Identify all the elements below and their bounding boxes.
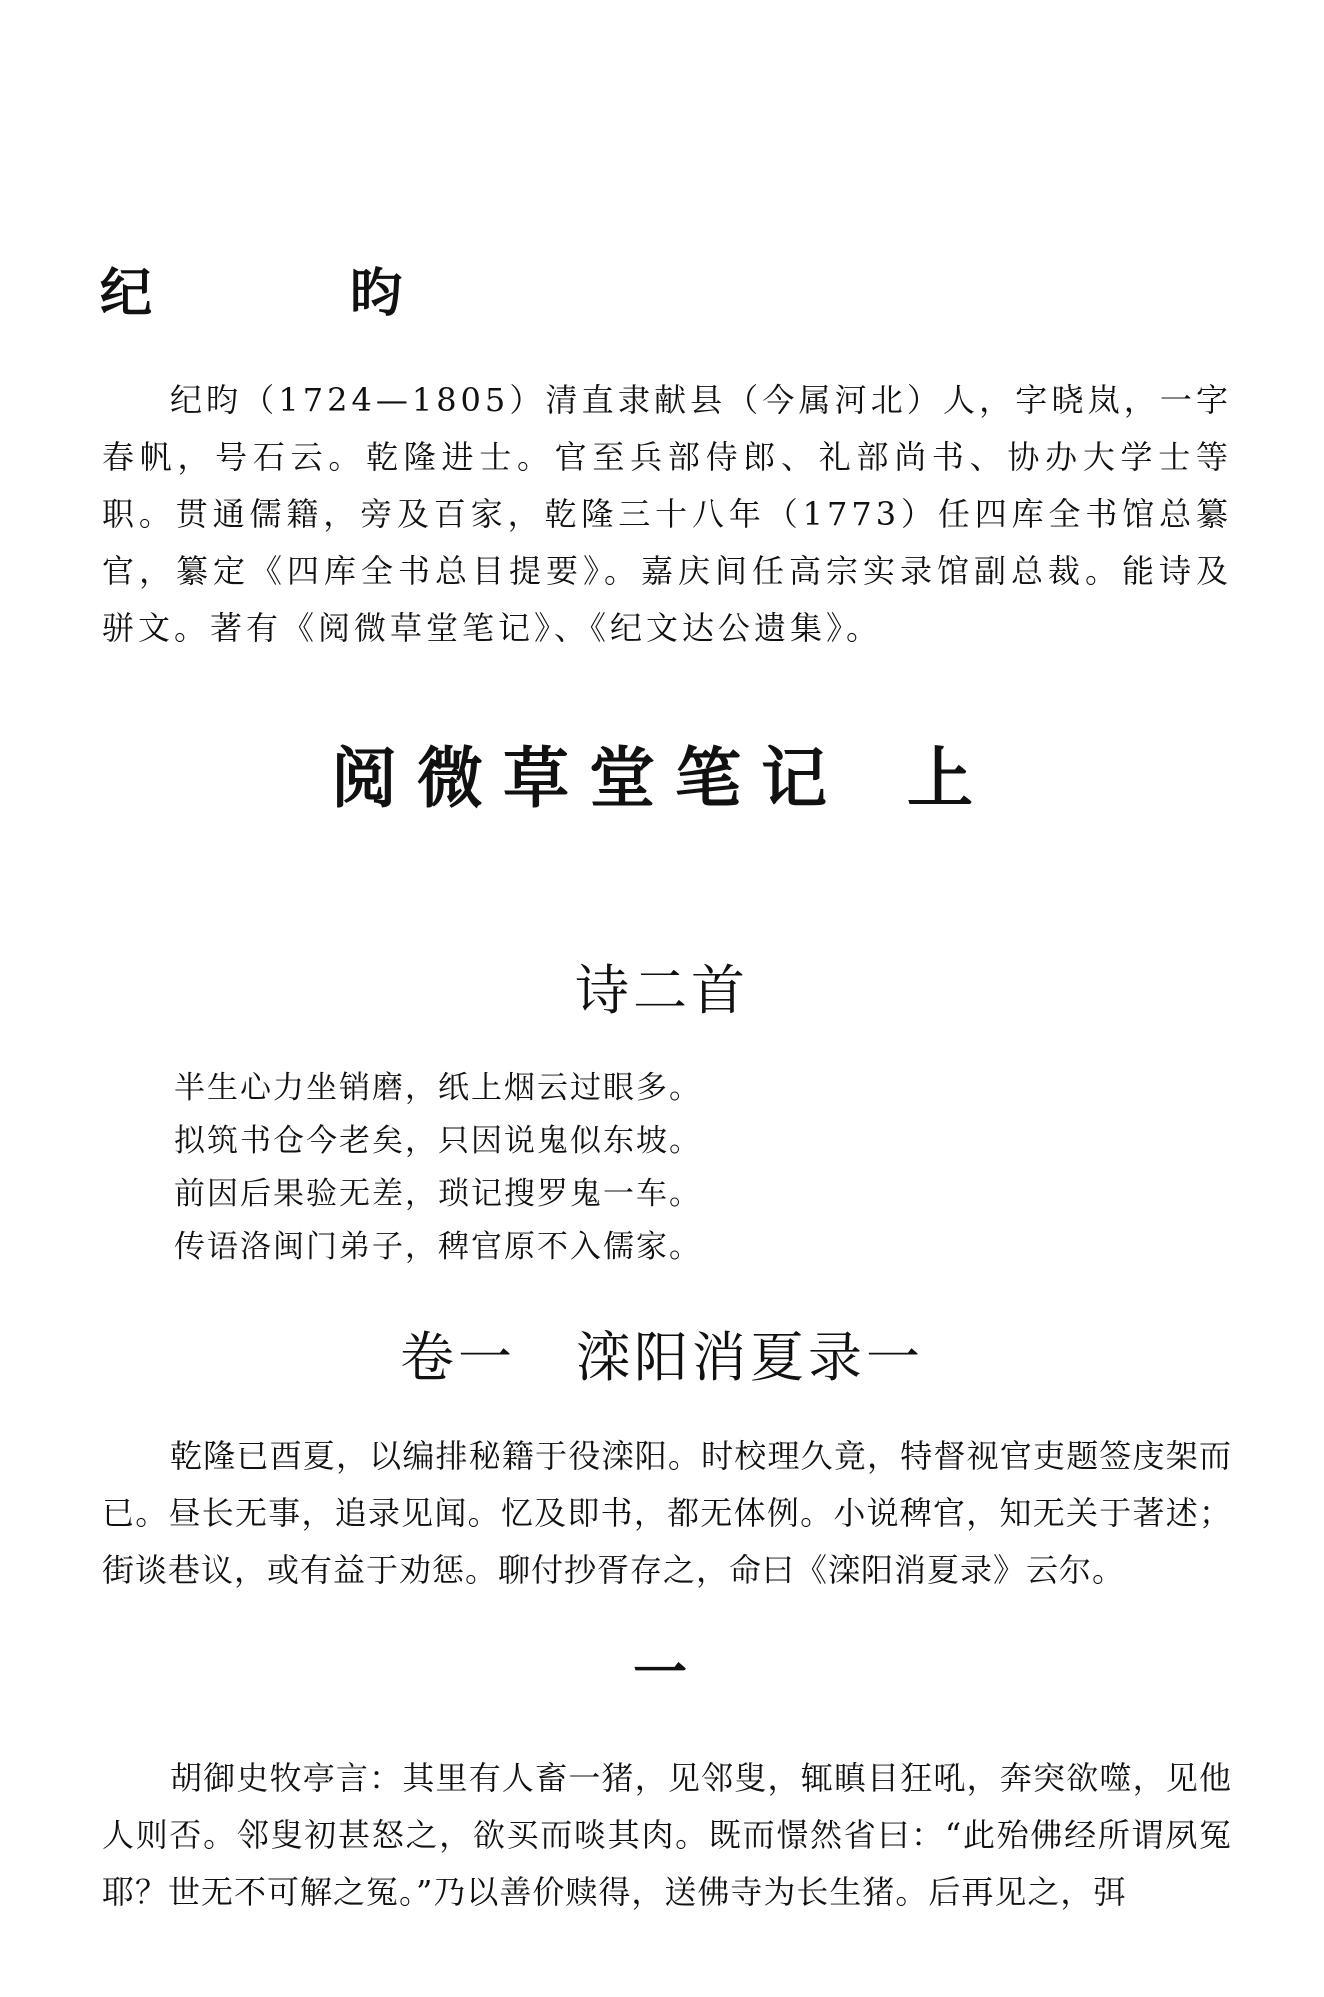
poem-line: 传语洛闽门弟子，稗官原不入儒家。 [174, 1229, 702, 1265]
book-title [0, 738, 1324, 818]
entry-text: 胡御史牧亭言：其里有人畜一猪，见邻叟，辄瞋目狂吼，奔突欲噬，见他人则否。邻叟初甚怒之，欲买而啖其肉。既而憬然省曰：“此殆佛经所谓夙冤耶？世无不可解之冤。”乃以善价赎得，送佛寺为长生猪。后再见之，弭 [102, 1759, 1232, 1911]
poem [174, 1062, 702, 1274]
poem-line: 半生心力坐销磨，纸上烟云过眼多。 [174, 1070, 702, 1106]
chapter-name: 滦阳消夏录一 [576, 1326, 924, 1389]
poem-section-heading: 诗二首 [575, 959, 749, 1022]
chapter-juan: 卷一 [400, 1326, 516, 1389]
poem-line: 前因后果验无差，琐记搜罗鬼一车。 [174, 1176, 702, 1212]
chapter-preface-text: 乾隆已酉夏，以编排秘籍于役滦阳。时校理久竟，特督视官吏题签庋架而已。昼长无事，追录见闻。忆及即书，都无体例。小说稗官，知无关于著述；街谈巷议，或有益于劝惩。聊付抄胥存之，命曰《滦阳消夏录》云尔。 [102, 1437, 1232, 1589]
author-heading: 纪 昀 [100, 264, 493, 324]
entry-body [102, 1750, 1232, 1921]
poem-line: 拟筑书仓今老矣，只因说鬼似东坡。 [174, 1123, 702, 1159]
chapter-preface [102, 1428, 1232, 1599]
author-bio [102, 372, 1232, 657]
book-volume: 上 [907, 739, 993, 817]
author-bio-text: 纪昀（1724—1805）清直隶献县（今属河北）人，字晓岚，一字春帆，号石云。乾隆进士。官至兵部侍郎、礼部尚书、协办大学士等职。贯通儒籍，旁及百家，乾隆三十八年（1773）任四库全书馆总纂官，纂定《四库全书总目提要》。嘉庆间任高宗实录馆副总裁。能诗及骈文。著有《阅微草堂笔记》、《纪文达公遗集》。 [102, 381, 1232, 647]
entry-number: 一 [633, 1641, 691, 1704]
book-title-text: 阅微草堂笔记 [331, 739, 847, 817]
chapter-heading [0, 1325, 1324, 1391]
